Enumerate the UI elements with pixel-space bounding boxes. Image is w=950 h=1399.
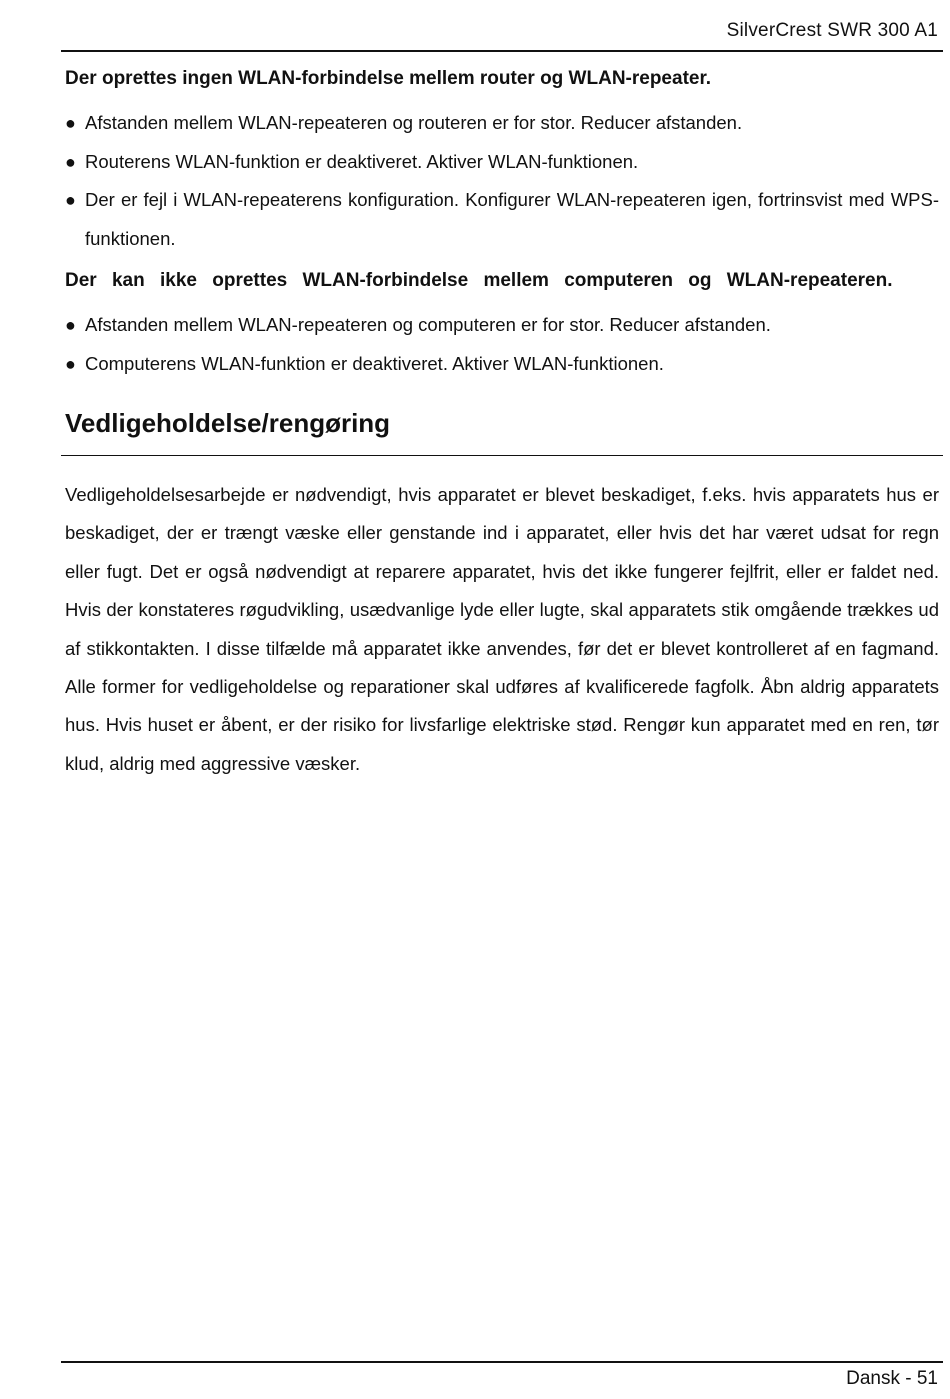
- trouble-heading-router: Der oprettes ingen WLAN-forbindelse mellem router og WLAN-repeater.: [65, 68, 712, 89]
- list-item: [65, 104, 939, 143]
- list-item-text: Afstanden mellem WLAN-repeateren og computeren er for stor. Reducer afstanden.: [85, 314, 771, 335]
- bullet-icon: ●: [65, 151, 76, 172]
- list-item: [65, 306, 939, 345]
- list-item-text: Computerens WLAN-funktion er deaktiveret. Aktiver WLAN-funktionen.: [85, 352, 664, 374]
- header-divider: [61, 50, 943, 52]
- section-title-maintenance: Vedligeholdelse/rengøring: [65, 408, 391, 438]
- list-item-text: Der er fejl i WLAN-repeaterens konfiguration. Konfigurer WLAN-repeateren igen, fortrinsvist med WPS-funktionen.: [85, 189, 939, 249]
- bullet-icon: ●: [65, 353, 76, 374]
- bullet-icon: ●: [65, 190, 76, 210]
- page-content: [65, 60, 939, 783]
- list-item-text: Afstanden mellem WLAN-repeateren og routeren er for stor. Reducer afstanden.: [85, 112, 743, 133]
- list-item: [65, 181, 939, 258]
- footer-divider: [61, 1361, 943, 1363]
- page-number: Dansk - 51: [846, 1368, 938, 1389]
- bullet-icon: ●: [65, 113, 76, 133]
- trouble-heading-computer: Der kan ikke oprettes WLAN-forbindelse mellem computeren og WLAN-repeateren.: [65, 270, 893, 291]
- trouble-list-computer: [65, 306, 939, 383]
- page-header: SilverCrest SWR 300 A1: [726, 20, 938, 41]
- list-item: [65, 143, 939, 182]
- list-item-text: Routerens WLAN-funktion er deaktiveret. Aktiver WLAN-funktionen.: [85, 150, 639, 172]
- section-divider: [61, 455, 943, 456]
- bullet-icon: ●: [65, 315, 76, 335]
- list-item: [65, 345, 939, 384]
- maintenance-paragraph: Vedligeholdelsesarbejde er nødvendigt, hvis apparatet er blevet beskadiget, f.eks. hvis apparatets hus er beskadiget, der er trængt væske eller genstande ind i apparatet, eller hvis det har været udsat for regn eller fugt. Det er også nødvendigt at reparere apparatet, hvis det ikke fungerer fejlfrit, eller er faldet ned. Hvis der konstateres røgudvikling, usædvanlige lyde eller lugte, skal apparatets stik omgående trækkes ud af stikkontakten. I disse tilfælde må apparatet ikke anvendes, før det er blevet kontrolleret af en fagmand. Alle former for vedligeholdelse og reparationer skal udføres af kvalificerede fagfolk. Åbn aldrig apparatets hus. Hvis huset er åbent, er der risiko for livsfarlige elektriske stød. Rengør kun apparatet med en ren, tør klud, aldrig med aggressive væsker.: [65, 484, 939, 774]
- trouble-list-router: [65, 104, 939, 258]
